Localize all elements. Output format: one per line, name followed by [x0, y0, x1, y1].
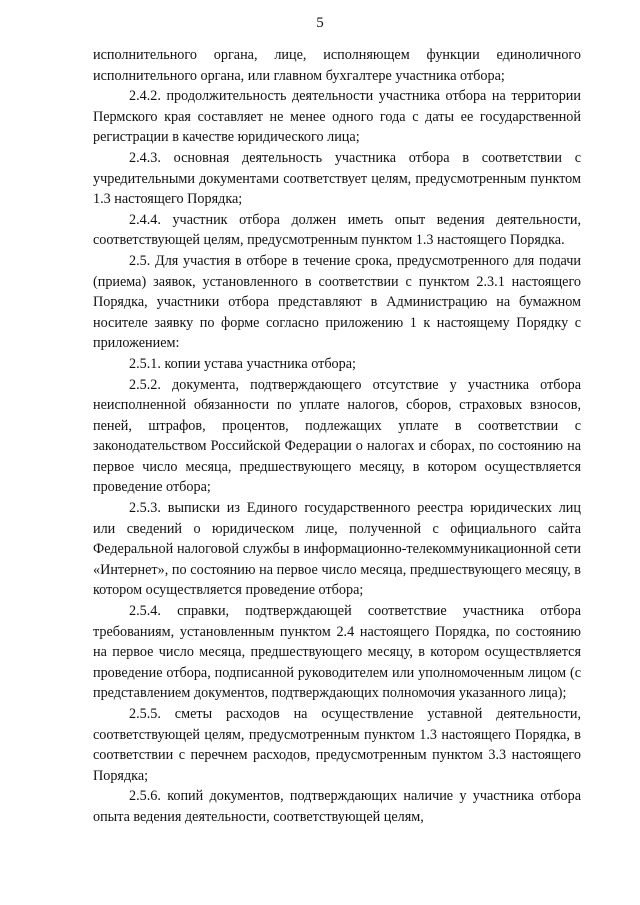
paragraph-2-4-3: 2.4.3. основная деятельность участника отбора в соответствии с учредительными документами соответствует целям, предусмотренным пунктом 1.3 настоящего Порядка;	[93, 149, 581, 208]
paragraph-2-5-2: 2.5.2. документа, подтверждающего отсутствие у участника отбора неисполненной обязанности по уплате налогов, сборов, страховых взносов, пеней, штрафов, процентов, подлежащих уплате в соответствии с законодательством Российской Федерации о налогах и сборах, по состоянию на первое число месяца, предшествующего месяцу, в котором осуществляется проведение отбора;	[93, 376, 581, 496]
paragraph-2-5-6: 2.5.6. копий документов, подтверждающих наличие у участника отбора опыта ведения деятельности, соответствующей целям,	[93, 788, 581, 825]
paragraph-2-5-1: 2.5.1. копии устава участника отбора;	[129, 355, 356, 372]
paragraph-2-4-2: 2.4.2. продолжительность деятельности участника отбора на территории Пермского края составляет не менее одного года с даты ее государственной регистрации в качестве юридического лица;	[93, 88, 581, 146]
page-number: 5	[316, 15, 324, 31]
paragraph-continuation: исполнительного органа, лице, исполняющем функции единоличного исполнительного органа, или главном бухгалтере участника отбора;	[93, 47, 581, 84]
paragraph-2-5-5: 2.5.5. сметы расходов на осуществление уставной деятельности, соответствующей целям, предусмотренным пунктом 1.3 настоящего Порядка, в соответствии с перечнем расходов, предусмотренным пунктом 3.3 настоящего Порядка;	[93, 706, 581, 784]
paragraph-2-5-3: 2.5.3. выписки из Единого государственного реестра юридических лиц или сведений о юридическом лице, полученной с официального сайта Федеральной налоговой службы в информационно-телекоммуникационной сети «Интернет», по состоянию на первое число месяца, предшествующего месяцу, в котором осуществляется проведение отбора;	[93, 500, 581, 599]
paragraph-2-4-4: 2.4.4. участник отбора должен иметь опыт ведения деятельности, соответствующей целям, предусмотренным пунктом 1.3 настоящего Порядка.	[93, 211, 581, 249]
paragraph-2-5-4: 2.5.4. справки, подтверждающей соответствие участника отбора требованиям, установленным пунктом 2.4 настоящего Порядка, по состоянию на первое число месяца, предшествующего месяцу, в котором осуществляется проведение отбора, подписанной руководителем или уполномоченным лицом (с представлением документов, подтверждающих полномочия указанного лица);	[93, 603, 581, 702]
document-body	[93, 45, 581, 828]
paragraph-2-5: 2.5. Для участия в отборе в течение срока, предусмотренного для подачи (приема) заявок, установленного в соответствии с пунктом 2.3.1 настоящего Порядка, участники отбора представляют в Администрацию на бумажном носителе заявку по форме согласно приложению 1 к настоящему Порядку с приложением:	[93, 252, 581, 352]
